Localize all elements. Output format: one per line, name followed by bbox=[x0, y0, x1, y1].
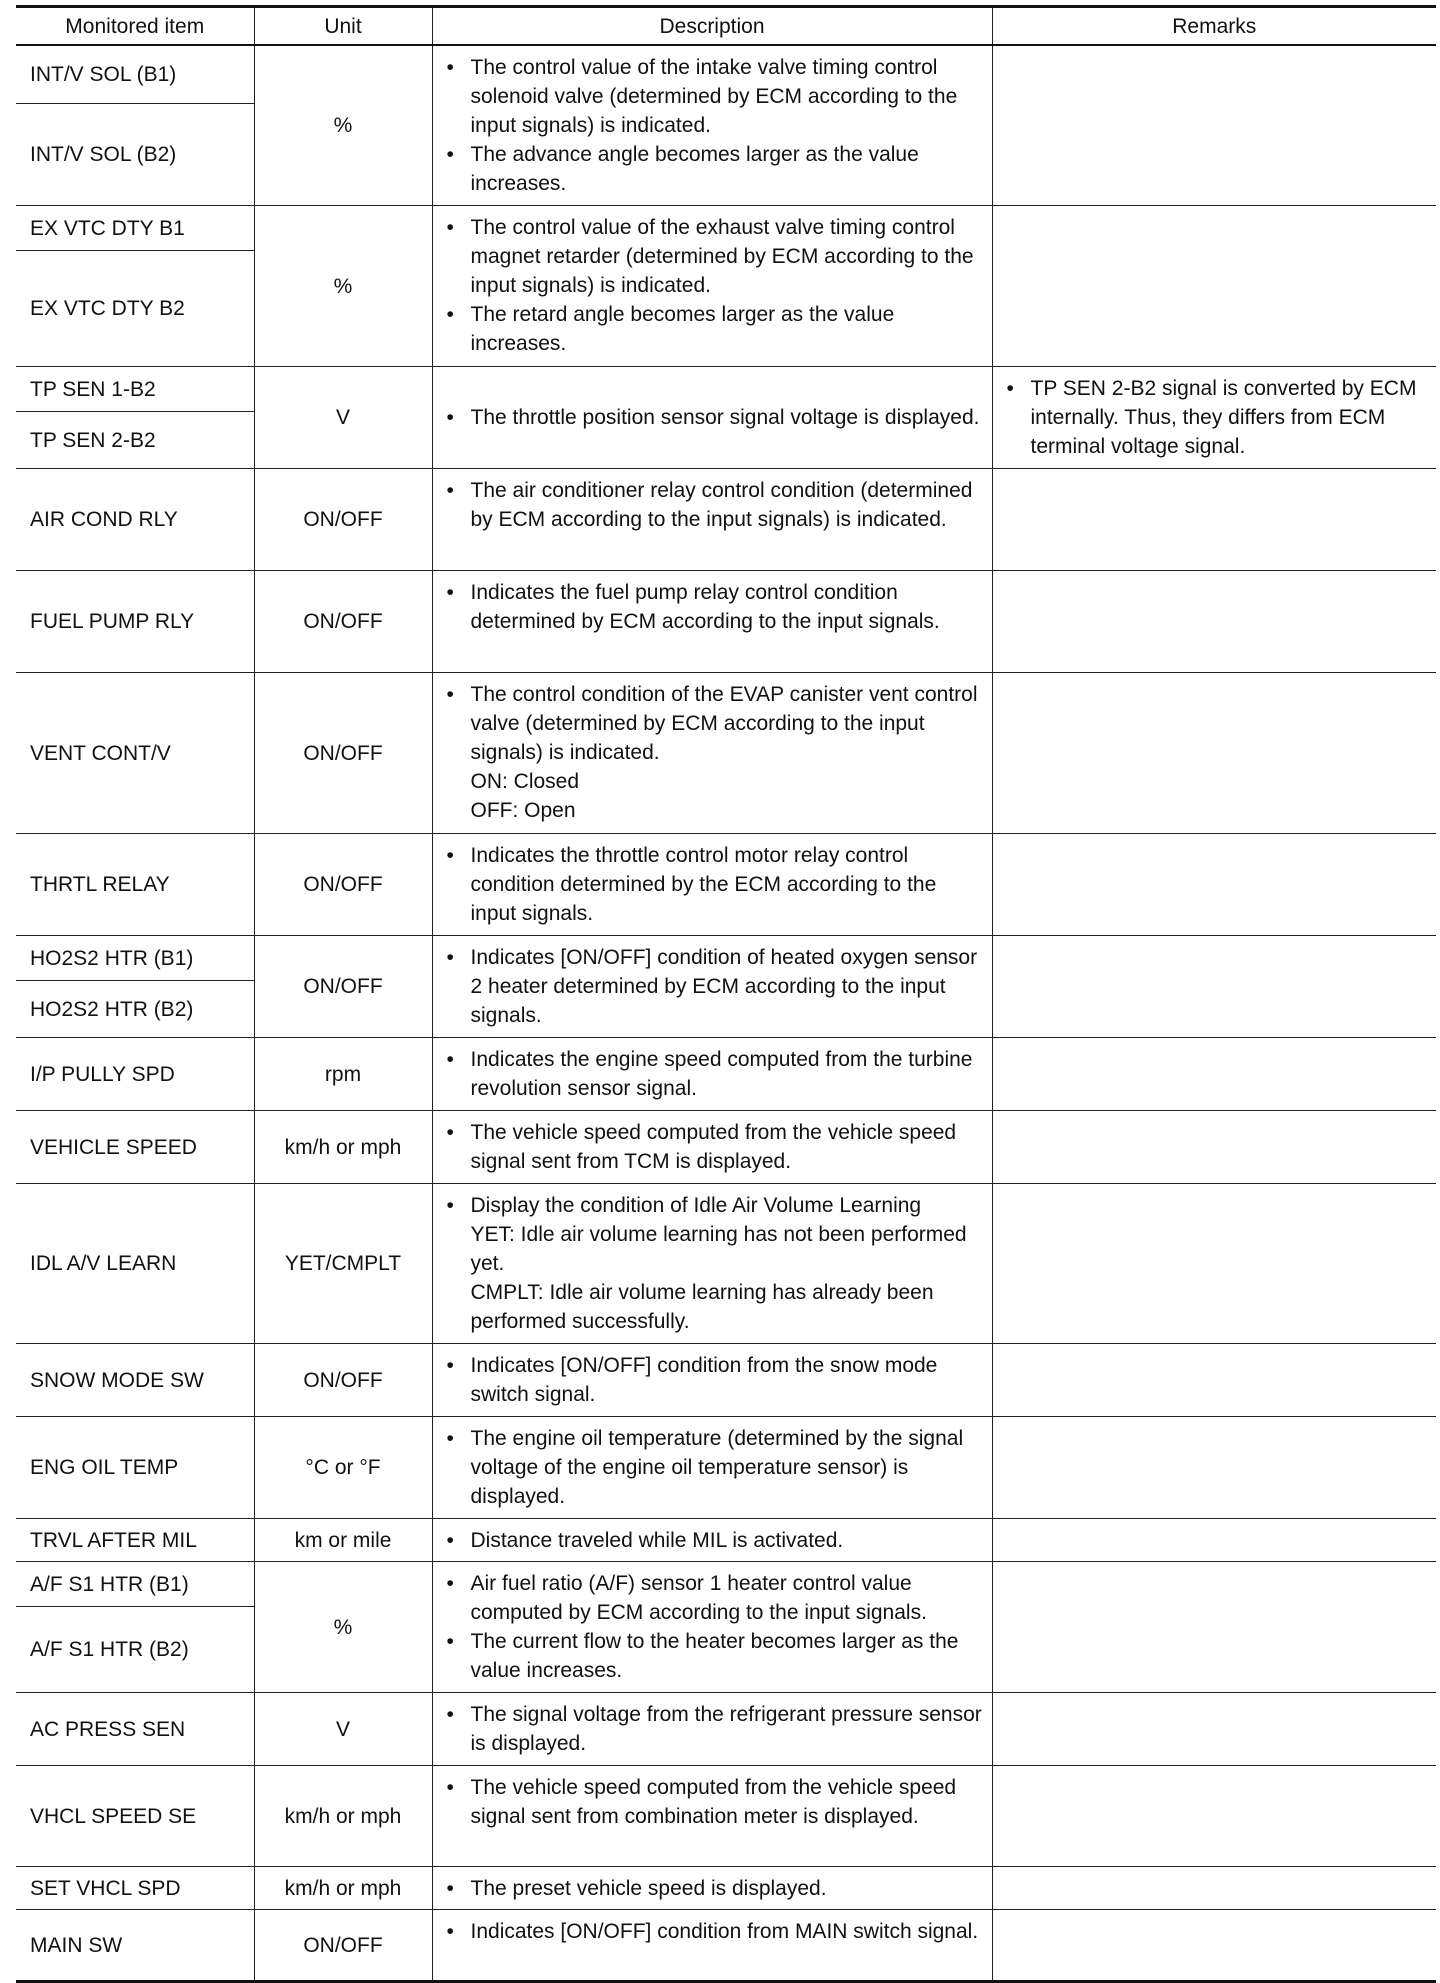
item-cell: THRTL RELAY bbox=[16, 834, 254, 936]
description-bullet: • The control condition of the EVAP canister vent control valve (determined by ECM according to the input signals) is indicated. bbox=[445, 680, 984, 767]
description-bullet: • Indicates [ON/OFF] condition from MAIN switch signal. bbox=[445, 1917, 984, 1946]
description-cell bbox=[432, 1867, 992, 1910]
description-cell bbox=[432, 834, 992, 936]
item-cell: EX VTC DTY B2 bbox=[16, 251, 254, 367]
description-cell bbox=[432, 1562, 992, 1693]
description-cell bbox=[432, 45, 992, 206]
remarks-cell bbox=[992, 1184, 1436, 1344]
description-bullet: • Indicates [ON/OFF] condition of heated oxygen sensor 2 heater determined by ECM according to the input signals. bbox=[445, 943, 984, 1030]
remarks-cell bbox=[992, 936, 1436, 1038]
unit-cell: rpm bbox=[254, 1038, 432, 1111]
remarks-cell bbox=[992, 1562, 1436, 1693]
description-cell bbox=[432, 571, 992, 673]
description-cell bbox=[432, 936, 992, 1038]
item-cell: INT/V SOL (B1) bbox=[16, 45, 254, 103]
description-bullet: • The control value of the intake valve timing control solenoid valve (determined by ECM according to the input signals) is indicated. bbox=[445, 53, 984, 140]
remarks-cell bbox=[992, 1417, 1436, 1519]
remarks-bullet: • TP SEN 2-B2 signal is converted by ECM internally. Thus, they differs from ECM terminal voltage signal. bbox=[1005, 374, 1429, 461]
item-cell: TP SEN 2-B2 bbox=[16, 412, 254, 469]
description-bullet: • The throttle position sensor signal voltage is displayed. bbox=[445, 403, 984, 432]
unit-cell: ON/OFF bbox=[254, 571, 432, 673]
item-cell: TRVL AFTER MIL bbox=[16, 1519, 254, 1562]
table-row bbox=[16, 1766, 1436, 1867]
description-cell bbox=[432, 1519, 992, 1562]
table-row bbox=[16, 834, 1436, 936]
description-cell bbox=[432, 1184, 992, 1344]
item-cell: SNOW MODE SW bbox=[16, 1344, 254, 1417]
item-cell: AC PRESS SEN bbox=[16, 1693, 254, 1766]
table-row bbox=[16, 1519, 1436, 1562]
unit-cell: km/h or mph bbox=[254, 1111, 432, 1184]
description-bullet: • Indicates the engine speed computed from the turbine revolution sensor signal. bbox=[445, 1045, 984, 1103]
item-cell: HO2S2 HTR (B2) bbox=[16, 981, 254, 1038]
description-cell bbox=[432, 1417, 992, 1519]
unit-cell: km/h or mph bbox=[254, 1867, 432, 1910]
unit-cell: ON/OFF bbox=[254, 936, 432, 1038]
table-row bbox=[16, 673, 1436, 834]
description-cell bbox=[432, 1038, 992, 1111]
item-cell: SET VHCL SPD bbox=[16, 1867, 254, 1910]
description-bullet: • The current flow to the heater becomes larger as the value increases. bbox=[445, 1627, 984, 1685]
table-row bbox=[16, 1184, 1436, 1344]
item-cell: EX VTC DTY B1 bbox=[16, 206, 254, 251]
description-bullet: • The vehicle speed computed from the vehicle speed signal sent from combination meter is displayed. bbox=[445, 1773, 984, 1831]
unit-cell: km/h or mph bbox=[254, 1766, 432, 1867]
table-row bbox=[16, 571, 1436, 673]
remarks-cell bbox=[992, 1344, 1436, 1417]
item-cell: VEHICLE SPEED bbox=[16, 1111, 254, 1184]
description-bullet: • The vehicle speed computed from the vehicle speed signal sent from TCM is displayed. bbox=[445, 1118, 984, 1176]
description-bullet: • Indicates [ON/OFF] condition from the snow mode switch signal. bbox=[445, 1351, 984, 1409]
header-description: Description bbox=[432, 7, 992, 46]
header-remarks: Remarks bbox=[992, 7, 1436, 46]
remarks-cell bbox=[992, 469, 1436, 571]
description-bullet: • Distance traveled while MIL is activated. bbox=[445, 1526, 984, 1555]
description-bullet: • The signal voltage from the refrigerant pressure sensor is displayed. bbox=[445, 1700, 984, 1758]
table-row bbox=[16, 1693, 1436, 1766]
description-line: ON: Closed bbox=[470, 770, 580, 793]
description-cell bbox=[432, 1344, 992, 1417]
description-cell bbox=[432, 469, 992, 571]
table-row bbox=[16, 469, 1436, 571]
description-cell bbox=[432, 206, 992, 367]
item-cell: MAIN SW bbox=[16, 1910, 254, 1982]
item-cell: AIR COND RLY bbox=[16, 469, 254, 571]
unit-cell: ON/OFF bbox=[254, 469, 432, 571]
table-row bbox=[16, 1038, 1436, 1111]
description-bullet: • Indicates the throttle control motor relay control condition determined by the ECM according to the input signals. bbox=[445, 841, 984, 928]
description-bullet: • The advance angle becomes larger as the value increases. bbox=[445, 140, 984, 198]
table-row bbox=[16, 1562, 1436, 1607]
description-cell bbox=[432, 673, 992, 834]
unit-cell: V bbox=[254, 1693, 432, 1766]
item-cell: VENT CONT/V bbox=[16, 673, 254, 834]
monitor-item-table bbox=[16, 5, 1436, 1983]
description-bullet: • Air fuel ratio (A/F) sensor 1 heater control value computed by ECM according to the input signals. bbox=[445, 1569, 984, 1627]
description-cell bbox=[432, 1693, 992, 1766]
unit-cell: V bbox=[254, 367, 432, 469]
header-unit: Unit bbox=[254, 7, 432, 46]
item-cell: ENG OIL TEMP bbox=[16, 1417, 254, 1519]
description-line: OFF: Open bbox=[470, 799, 576, 822]
header-monitored-item: Monitored item bbox=[16, 7, 254, 46]
description-bullet: • The air conditioner relay control condition (determined by ECM according to the input signals) is indicated. bbox=[445, 476, 984, 534]
description-bullet: • Display the condition of Idle Air Volume Learning bbox=[445, 1191, 984, 1220]
table-row bbox=[16, 45, 1436, 103]
remarks-cell bbox=[992, 1910, 1436, 1982]
unit-cell: °C or °F bbox=[254, 1417, 432, 1519]
item-cell: HO2S2 HTR (B1) bbox=[16, 936, 254, 981]
remarks-cell bbox=[992, 367, 1436, 469]
item-cell: TP SEN 1-B2 bbox=[16, 367, 254, 412]
description-bullet: • The retard angle becomes larger as the value increases. bbox=[445, 300, 984, 358]
table-row bbox=[16, 1417, 1436, 1519]
table-row bbox=[16, 206, 1436, 251]
unit-cell: ON/OFF bbox=[254, 673, 432, 834]
table-row bbox=[16, 367, 1436, 412]
table-row bbox=[16, 1344, 1436, 1417]
description-cell bbox=[432, 367, 992, 469]
item-cell: A/F S1 HTR (B2) bbox=[16, 1607, 254, 1693]
remarks-cell bbox=[992, 834, 1436, 936]
description-bullet: • The engine oil temperature (determined by the signal voltage of the engine oil temperature sensor) is displayed. bbox=[445, 1424, 984, 1511]
table-row bbox=[16, 936, 1436, 981]
monitor-item-table-page bbox=[16, 5, 1436, 1983]
unit-cell: % bbox=[254, 1562, 432, 1693]
item-cell: FUEL PUMP RLY bbox=[16, 571, 254, 673]
table-row bbox=[16, 1111, 1436, 1184]
unit-cell: ON/OFF bbox=[254, 1910, 432, 1982]
item-cell: INT/V SOL (B2) bbox=[16, 103, 254, 205]
remarks-cell bbox=[992, 673, 1436, 834]
remarks-cell bbox=[992, 1867, 1436, 1910]
item-cell: A/F S1 HTR (B1) bbox=[16, 1562, 254, 1607]
remarks-cell bbox=[992, 45, 1436, 206]
table-row bbox=[16, 1867, 1436, 1910]
remarks-cell bbox=[992, 571, 1436, 673]
description-cell bbox=[432, 1910, 992, 1982]
unit-cell: % bbox=[254, 45, 432, 206]
description-bullet: • The preset vehicle speed is displayed. bbox=[445, 1874, 984, 1903]
remarks-cell bbox=[992, 1111, 1436, 1184]
unit-cell: ON/OFF bbox=[254, 834, 432, 936]
unit-cell: km or mile bbox=[254, 1519, 432, 1562]
description-bullet: • Indicates the fuel pump relay control condition determined by ECM according to the input signals. bbox=[445, 578, 984, 636]
remarks-cell bbox=[992, 206, 1436, 367]
unit-cell: ON/OFF bbox=[254, 1344, 432, 1417]
item-cell: I/P PULLY SPD bbox=[16, 1038, 254, 1111]
table-row bbox=[16, 1910, 1436, 1982]
remarks-cell bbox=[992, 1519, 1436, 1562]
remarks-cell bbox=[992, 1038, 1436, 1111]
table-header-row bbox=[16, 7, 1436, 46]
remarks-cell bbox=[992, 1693, 1436, 1766]
item-cell: VHCL SPEED SE bbox=[16, 1766, 254, 1867]
description-cell bbox=[432, 1111, 992, 1184]
description-bullet: • The control value of the exhaust valve timing control magnet retarder (determined by ECM according to the input signals) is indicated. bbox=[445, 213, 984, 300]
description-cell bbox=[432, 1766, 992, 1867]
description-line: CMPLT: Idle air volume learning has already been performed successfully. bbox=[470, 1281, 934, 1333]
remarks-cell bbox=[992, 1766, 1436, 1867]
description-line: YET: Idle air volume learning has not been performed yet. bbox=[470, 1223, 967, 1275]
item-cell: IDL A/V LEARN bbox=[16, 1184, 254, 1344]
unit-cell: YET/CMPLT bbox=[254, 1184, 432, 1344]
unit-cell: % bbox=[254, 206, 432, 367]
